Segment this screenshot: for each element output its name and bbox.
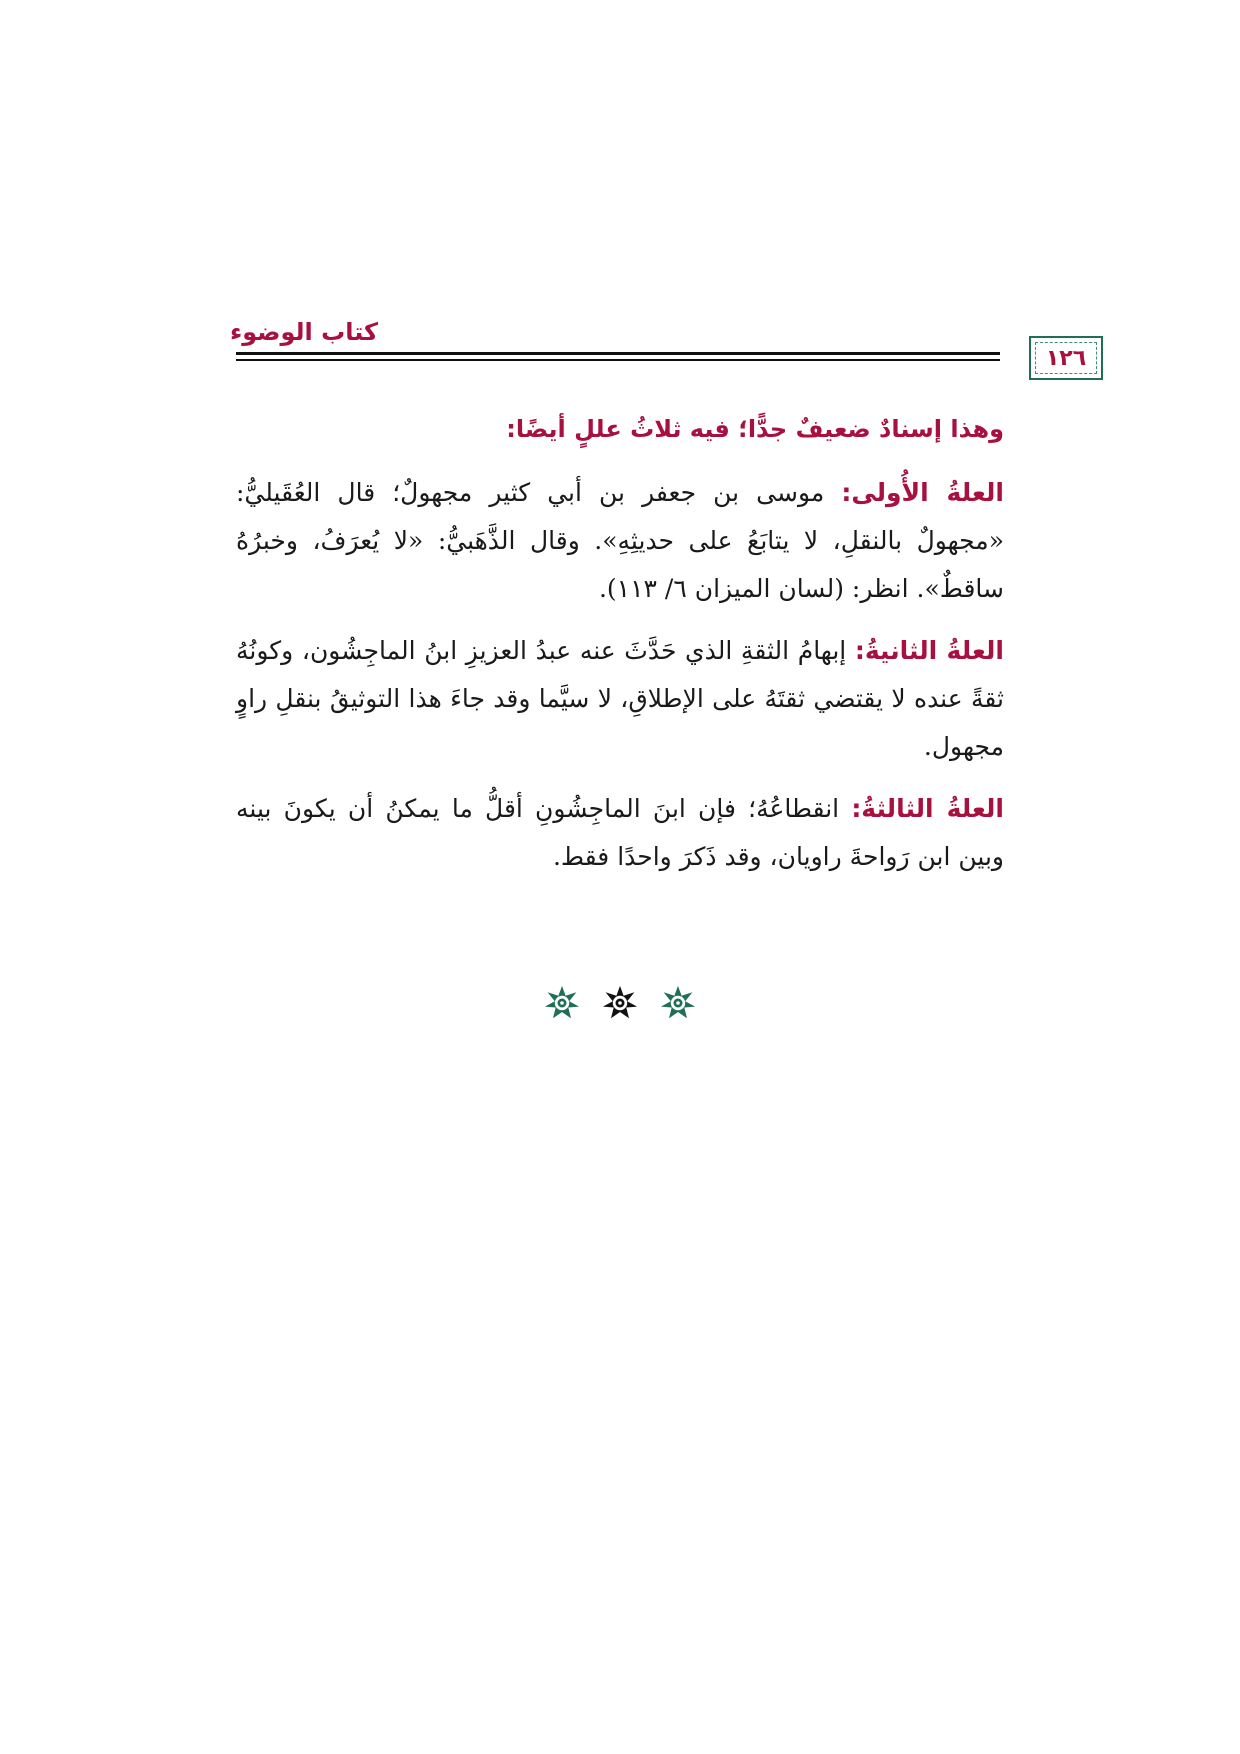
star-ornament-icon [602, 985, 638, 1021]
paragraph-first-defect [236, 469, 1004, 613]
header-rule-thick [236, 352, 1000, 355]
paragraph-label: العلةُ الثالثةُ: [851, 794, 1004, 823]
paragraph-second-defect [236, 627, 1004, 771]
section-end-ornament [0, 985, 1240, 1021]
paragraph-third-defect [236, 785, 1004, 881]
header-rule [236, 352, 1000, 364]
paragraph-text: انقطاعُهُ؛ فإن ابنَ الماجِشُونِ أقلُّ ما يمكنُ أن يكونَ بينه وبين ابن رَواحةَ راويان، وقد ذَكرَ واحدًا فقط. [236, 794, 1004, 871]
header-rule-thin [236, 359, 1000, 361]
paragraph-label: العلةُ الأُولى: [841, 478, 1004, 507]
intro-heading: وهذا إسنادٌ ضعيفٌ جدًّا؛ فيه ثلاثُ عللٍ أيضًا: [506, 415, 1004, 443]
paragraph-text: إبهامُ الثقةِ الذي حَدَّثَ عنه عبدُ العزيزِ ابنُ الماجِشُون، وكونُهُ ثقةً عنده لا يقتضي ثقتَهُ على الإطلاقِ، لا سيَّما وقد جاءَ هذا التوثيقُ بنقلِ راوٍ مجهول. [236, 636, 1004, 761]
paragraph-label: العلةُ الثانيةُ: [854, 636, 1004, 665]
page-number-frame [1029, 336, 1103, 380]
page-number: ١٢٦ [1045, 345, 1087, 371]
star-ornament-icon [544, 985, 580, 1021]
paragraph-text: موسى بن جعفر بن أبي كثير مجهولٌ؛ قال العُقَيليُّ: «مجهولٌ بالنقلِ، لا يتابَعُ على حديثِهِ». وقال الذَّهَبيُّ: «لا يُعرَفُ، وخبرُهُ ساقطٌ». انظر: (لسان الميزان ٦/ ١١٣). [236, 478, 1004, 603]
running-header-title: كتاب الوضوء [229, 318, 378, 346]
page-content [236, 405, 1004, 895]
star-ornament-icon [660, 985, 696, 1021]
